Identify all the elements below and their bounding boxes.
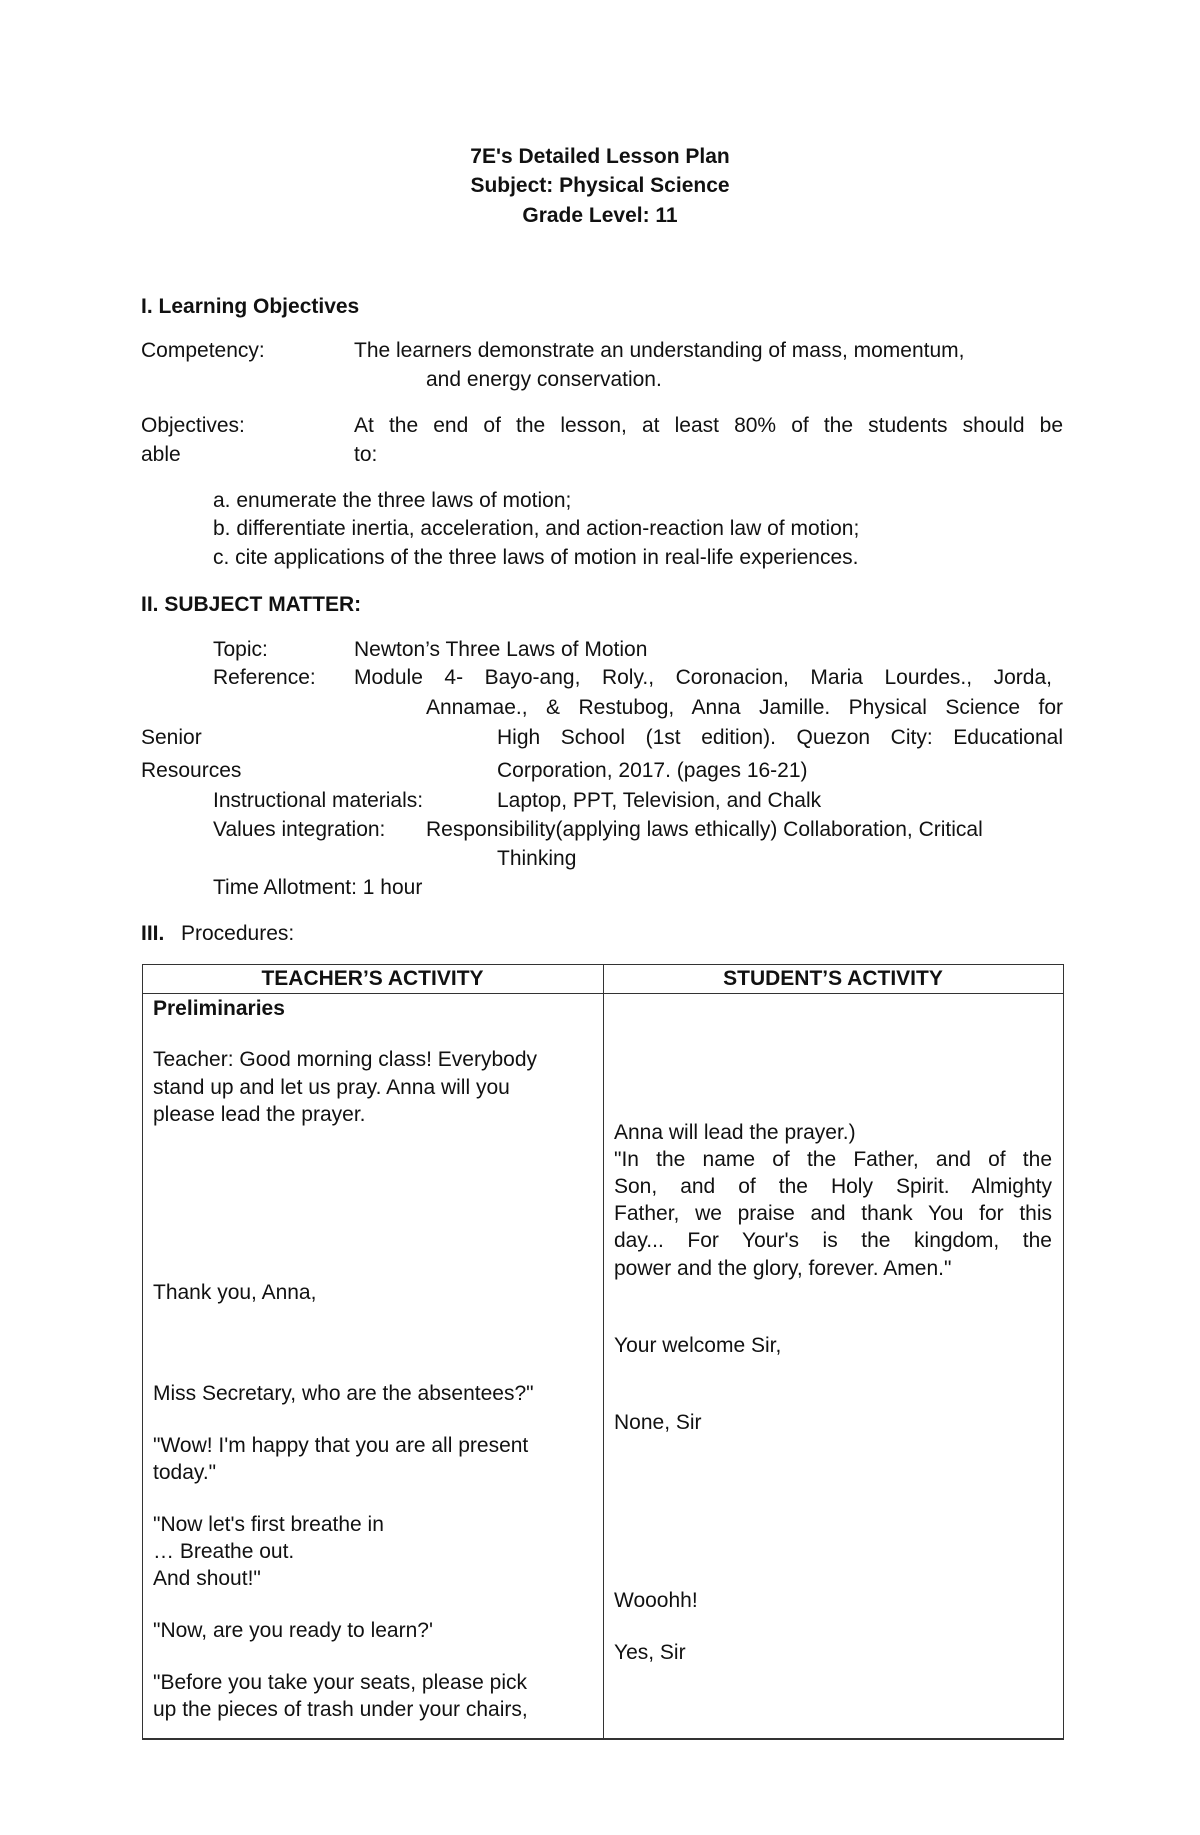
- table-left-border: [142, 964, 143, 1740]
- student-line: None, Sir: [614, 1411, 702, 1434]
- teacher-line: And shout!": [153, 1567, 261, 1590]
- student-line: Anna will lead the prayer.): [614, 1121, 856, 1144]
- objectives-text-line1: At the end of the lesson, at least 80% of the students should be: [354, 414, 1063, 437]
- teacher-line: "Wow! I'm happy that you are all present: [153, 1434, 529, 1457]
- student-line: power and the glory, forever. Amen.": [614, 1257, 952, 1280]
- teacher-activity-header: TEACHER’S ACTIVITY: [261, 967, 484, 990]
- document-title: 7E's Detailed Lesson Plan: [470, 145, 730, 168]
- objective-item-b: b. differentiate inertia, acceleration, and action-reaction law of motion;: [213, 517, 860, 540]
- materials-label: Instructional materials:: [213, 789, 424, 812]
- preliminaries-label: Preliminaries: [153, 997, 285, 1020]
- teacher-line: Thank you, Anna,: [153, 1281, 317, 1304]
- student-activity-header: STUDENT’S ACTIVITY: [723, 967, 943, 990]
- student-line: day... For Your's is the kingdom, the: [614, 1229, 1052, 1252]
- reference-line2: Annamae., & Restubog, Anna Jamille. Physical Science for: [426, 696, 1063, 719]
- teacher-line: Miss Secretary, who are the absentees?": [153, 1382, 534, 1405]
- values-value-line2: Thinking: [497, 847, 577, 870]
- competency-text-line1: The learners demonstrate an understanding of mass, momentum,: [354, 339, 965, 362]
- teacher-line: Teacher: Good morning class! Everybody: [153, 1048, 538, 1071]
- reference-word-resources: Resources: [141, 759, 242, 782]
- competency-label: Competency:: [141, 339, 265, 362]
- teacher-line: "Now, are you ready to learn?': [153, 1619, 433, 1642]
- student-line: Son, and of the Holy Spirit. Almighty: [614, 1175, 1052, 1198]
- student-line: Your welcome Sir,: [614, 1334, 782, 1357]
- teacher-line: "Before you take your seats, please pick: [153, 1671, 527, 1694]
- topic-label: Topic:: [213, 638, 268, 661]
- teacher-line: stand up and let us pray. Anna will you: [153, 1076, 510, 1099]
- objective-item-a: a. enumerate the three laws of motion;: [213, 489, 572, 512]
- student-line: Wooohh!: [614, 1589, 698, 1612]
- materials-value: Laptop, PPT, Television, and Chalk: [497, 789, 822, 812]
- time-allotment: Time Allotment: 1 hour: [213, 876, 423, 899]
- topic-value: Newton’s Three Laws of Motion: [354, 638, 648, 661]
- grade-level-line: Grade Level: 11: [522, 204, 678, 227]
- objectives-label-cont: able: [141, 443, 181, 466]
- reference-line3: High School (1st edition). Quezon City: Educational: [497, 726, 1063, 749]
- values-value-line1: Responsibility(applying laws ethically) Collaboration, Critical: [426, 818, 983, 841]
- teacher-line: please lead the prayer.: [153, 1103, 366, 1126]
- student-line: "In the name of the Father, and of the: [614, 1148, 1052, 1171]
- reference-line1: Module 4- Bayo-ang, Roly., Coronacion, Maria Lourdes., Jorda,: [354, 666, 1052, 689]
- reference-word-senior: Senior: [141, 726, 202, 749]
- student-line: Yes, Sir: [614, 1641, 686, 1664]
- objective-item-c: c. cite applications of the three laws of motion in real-life experiences.: [213, 546, 859, 569]
- reference-label: Reference:: [213, 666, 316, 689]
- objectives-label: Objectives:: [141, 414, 245, 437]
- teacher-line: up the pieces of trash under your chairs,: [153, 1698, 528, 1721]
- reference-line4: Corporation, 2017. (pages 16-21): [497, 759, 808, 782]
- table-column-divider: [603, 964, 604, 1740]
- objectives-text-line2: to:: [354, 443, 378, 466]
- subject-matter-heading: II. SUBJECT MATTER:: [141, 593, 362, 616]
- subject-line: Subject: Physical Science: [470, 174, 730, 197]
- teacher-line: today.": [153, 1461, 217, 1484]
- objectives-heading: I. Learning Objectives: [141, 295, 360, 318]
- values-label: Values integration:: [213, 818, 386, 841]
- teacher-line: … Breathe out.: [153, 1540, 295, 1563]
- procedures-heading-number: III.: [141, 922, 165, 945]
- table-right-border: [1063, 964, 1064, 1740]
- teacher-line: "Now let's first breathe in: [153, 1513, 384, 1536]
- student-line: Father, we praise and thank You for this: [614, 1202, 1052, 1225]
- procedures-heading-text: Procedures:: [181, 922, 295, 945]
- competency-text-line2: and energy conservation.: [426, 368, 662, 391]
